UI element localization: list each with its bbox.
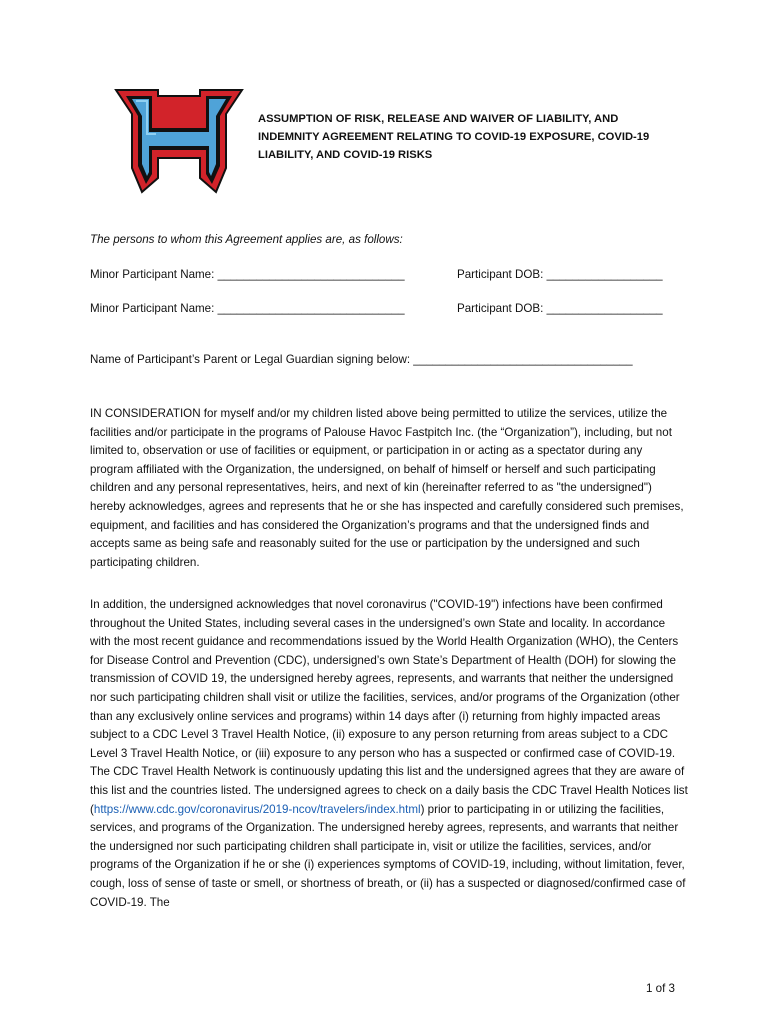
minor-participant-name-field-2[interactable]: Minor Participant Name: _____________________________ [90,302,405,315]
participant-dob-field-2[interactable]: Participant DOB: __________________ [457,302,663,315]
covid-paragraph [90,596,688,912]
covid-paragraph-text-cont: ) prior to participating in or utilizing the facilities, services, and programs of the Organization. The undersigned hereby agrees, represents, and warrants that neither the undersigned nor such participating children shall participate in, visit or utilize the facilities, services, and/or programs of the Organization if he or she (i) experiences symptoms of COVID-19, including, without limitation, fever, cough, loss of sense of taste or smell, or shortness of breath, or (ii) has a suspected or diagnosed/confirmed case of COVID-19. The [90,802,686,909]
team-logo [114,88,244,194]
title-line-2: INDEMNITY AGREEMENT RELATING TO COVID-19 EXPOSURE, COVID-19 [258,131,650,143]
title-line-3: LIABILITY, AND COVID-19 RISKS [258,149,433,161]
guardian-name-field[interactable]: Name of Participant’s Parent or Legal Guardian signing below: __________________________________ [90,353,633,366]
covid-paragraph-text: In addition, the undersigned acknowledges that novel coronavirus ("COVID-19") infections have been confirmed throughout the United States, including several cases in the undersigned’s own State and locality. In accordance with the most recent guidance and recommendations issued by the World Health Organization (WHO), the Centers for Disease Control and Prevention (CDC), undersigned’s own State’s Department of Health (DOH) for slowing the transmission of COVID 19, the undersigned hereby agrees, represents, and warrants that neither the undersigned nor such participating children shall visit or utilize the facilities, services, and/or programs of the Organization (other than any exclusively online services and programs) within 14 days after (i) returning from highly impacted areas subject to a CDC Level 3 Travel Health Notice, (ii) exposure to any person returning from areas subject to a CDC Level 3 Travel Health Notice, or (iii) exposure to any person who has a suspected or confirmed case of COVID-19. The CDC Travel Health Network is continuously updating this list and the undersigned agrees that they are aware of this list and the countries listed. The undersigned agrees to check on a daily basis the CDC Travel Health Notices list ( [90,598,688,816]
participant-dob-field-1[interactable]: Participant DOB: __________________ [457,268,663,281]
consideration-paragraph: IN CONSIDERATION for myself and/or my children listed above being permitted to utilize the services, utilize the facilities and/or participate in the programs of Palouse Havoc Fastpitch Inc. (the “Organization”), including, but not limited to, observation or use of facilities or equipment, or participation in or acting as a spectator during any program affiliated with the Organization, the undersigned, on behalf of himself or herself and such participating children and any personal representatives, heirs, and next of kin (hereinafter referred to as "the undersigned") hereby acknowledges, agrees and represents that he or she has inspected and carefully considered such premises, equipment, and facilities and has considered the Organization’s programs and that the undersigned finds and accepts same as being safe and reasonably suited for the use or participation by the undersigned and such participating children. [90,407,684,569]
applies-intro: The persons to whom this Agreement applies are, as follows: [90,233,403,246]
h-shield-icon [114,88,244,194]
cdc-travel-link[interactable]: https://www.cdc.gov/coronavirus/2019-ncov/travelers/index.html [93,802,421,816]
title-line-1: ASSUMPTION OF RISK, RELEASE AND WAIVER OF LIABILITY, AND [258,113,619,125]
document-title [258,110,698,164]
minor-participant-name-field-1[interactable]: Minor Participant Name: _____________________________ [90,268,405,281]
page-number: 1 of 3 [646,982,676,995]
